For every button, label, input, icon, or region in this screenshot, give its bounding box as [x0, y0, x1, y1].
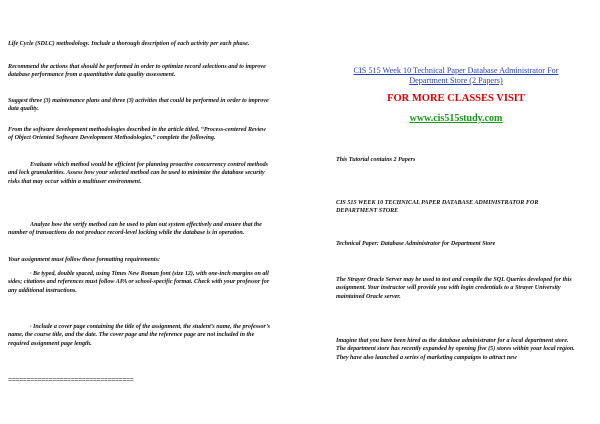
- paragraph-oracle-server: The Strayer Oracle Server may be used to test and compile the SQL Queries developed for this assignment. Your instructor will provide you with login credentials to a Strayer University maintained Oracle server.: [336, 277, 572, 300]
- paragraph-formatting: Your assignment must follow these formatting requirements:: [8, 257, 161, 263]
- paragraph-methodologies: From the software development methodologies described in the article titled, “Process-centered Review of Object Oriented Software Development Methodologies,” complete the following.: [8, 127, 266, 142]
- section-heading: CIS 515 WEEK 10 TECHNICAL PAPER DATABASE ADMINISTRATOR FOR DEPARTMENT STORE: [336, 200, 539, 215]
- section-subheading: Technical Paper: Database Administrator for Department Store: [336, 241, 496, 247]
- paragraph-optimize: Recommend the actions that should be performed in order to optimize record selections and to improve database performance from a quantitative data quality assessment.: [8, 64, 266, 79]
- paragraph-maintenance: Suggest three (3) maintenance plans and three (3) activities that could be performed in order to improve data quality.: [8, 98, 269, 113]
- paragraph-sdlc: Life Cycle (SDLC) methodology. Include a thorough description of each activity per each phase.: [8, 41, 250, 47]
- site-link[interactable]: www.cis515study.com: [409, 113, 503, 124]
- title-link[interactable]: CIS 515 Week 10 Technical Paper Database Administrator For Department Store (2 Papers): [353, 66, 559, 85]
- paragraph-analyze: Analyze how the verify method can be used to plan out system effectively and ensure that the number of transactions do not produce record-level locking while the database is in operation.: [8, 222, 262, 237]
- tutorial-note: This Tutorial contains 2 Papers: [336, 157, 416, 163]
- right-page: [300, 0, 600, 424]
- promo-text: FOR MORE CLASSES VISIT: [387, 93, 525, 104]
- paragraph-imagine: Imagine that you have been hired as the database administrator for a local department store. The department store has recently expanded by opening five (5) stores within your local region. They have also launched a series of marketing campaigns to attract new: [336, 338, 575, 361]
- paragraph-evaluate: Evaluate which method would be efficient for planning proactive concurrency control methods and lock granularities. Assess how your selected method can be used to minimize the database security risks that may occur within a multiuser environment.: [8, 162, 269, 185]
- separator-line: ==================================: [8, 376, 134, 384]
- bullet-cover-page: · Include a cover page containing the title of the assignment, the student’s name, the professor’s name, the course title, and the date. The cover page and the reference page are not included in the required assignment page length.: [8, 324, 271, 347]
- bullet-typed: · Be typed, double spaced, using Times New Roman font (size 12), with one-inch margins on all sides; citations and references must follow APA or school-specific format. Check with your professor for any additional instructions.: [8, 271, 270, 294]
